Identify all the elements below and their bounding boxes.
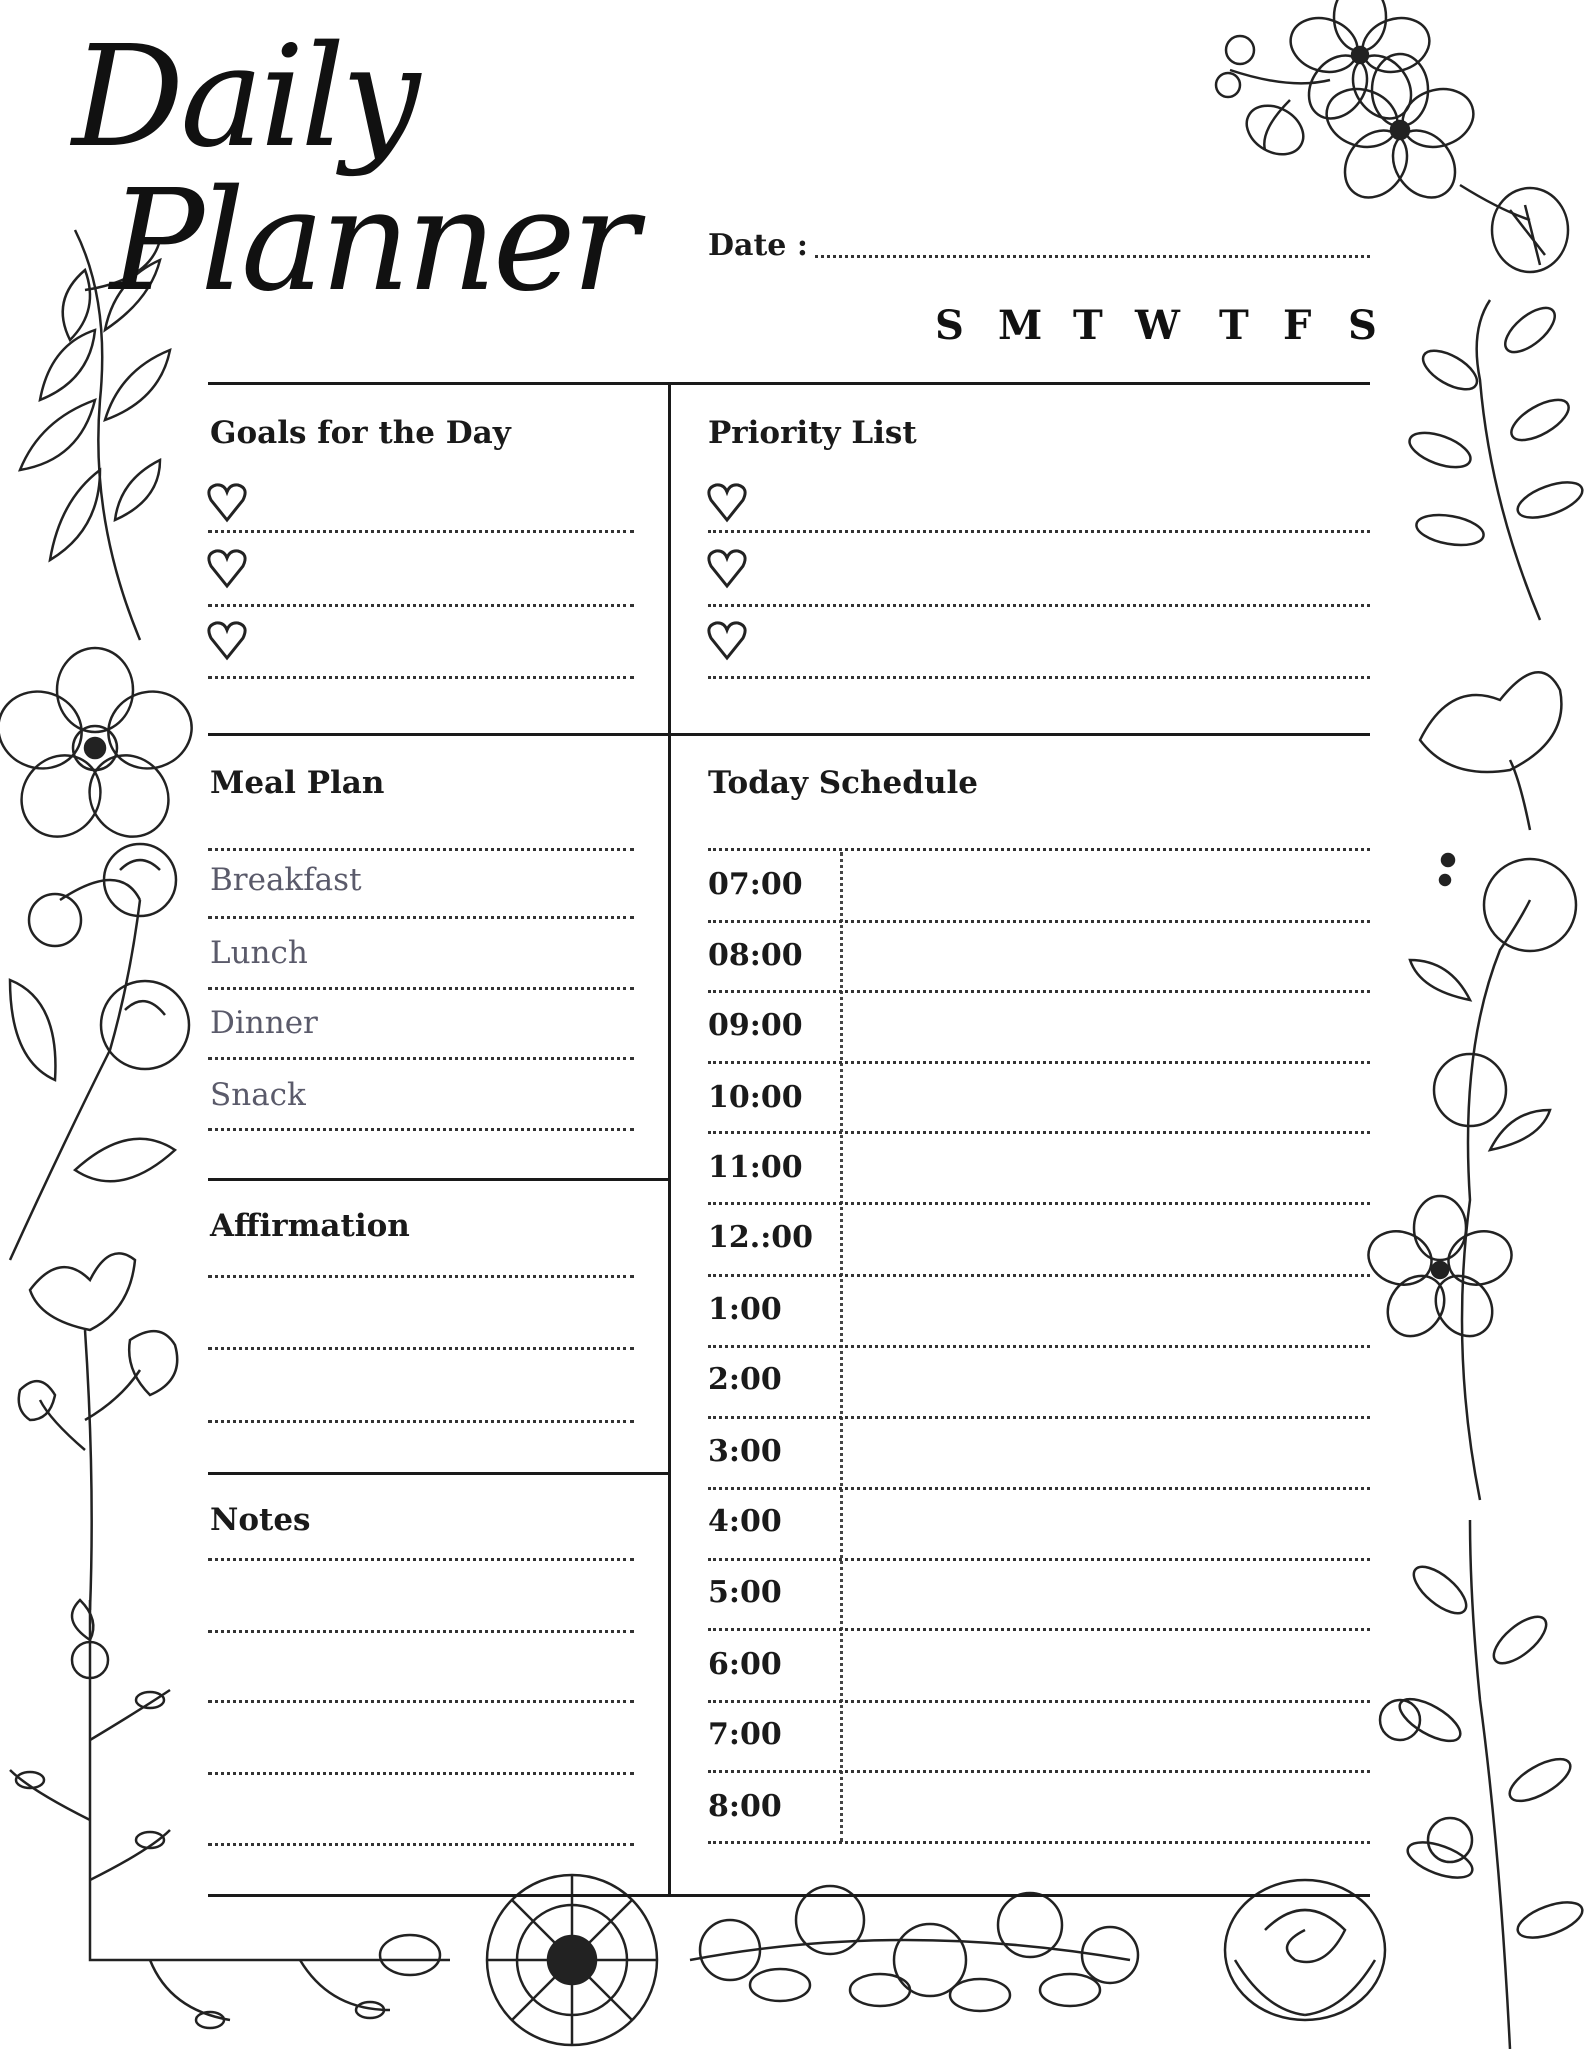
notes-line[interactable] xyxy=(208,1700,634,1703)
time-slot: 08:00 xyxy=(708,938,803,973)
top-rule xyxy=(208,382,1370,385)
weekday-mon[interactable]: M xyxy=(998,302,1043,349)
affirmation-rule xyxy=(208,1178,670,1181)
heart-icon[interactable] xyxy=(205,618,249,662)
left-poppies-icon xyxy=(19,1253,177,1610)
date-field[interactable] xyxy=(815,255,1370,258)
heart-icon[interactable] xyxy=(205,546,249,590)
left-roses-icon xyxy=(10,844,189,1260)
time-slot: 3:00 xyxy=(708,1434,782,1469)
bottom-rose-icon xyxy=(1225,1880,1385,2020)
weekday-tue[interactable]: T xyxy=(1073,302,1103,349)
time-slot: 7:00 xyxy=(708,1717,782,1752)
meal-line[interactable] xyxy=(208,987,634,990)
priority-line[interactable] xyxy=(708,604,1370,607)
meal-lunch: Lunch xyxy=(210,935,308,971)
heart-icon[interactable] xyxy=(705,546,749,590)
meal-plan-title: Meal Plan xyxy=(210,765,385,801)
affirmation-line[interactable] xyxy=(208,1275,634,1278)
right-tulip-icon xyxy=(1420,672,1561,830)
bottom-daisy-icon xyxy=(487,1875,657,2045)
schedule-line[interactable] xyxy=(708,1416,1370,1419)
date-label: Date : xyxy=(708,228,808,263)
affirmation-line[interactable] xyxy=(208,1347,634,1350)
meal-dinner: Dinner xyxy=(210,1005,318,1041)
weekday-sun[interactable]: S xyxy=(935,302,964,349)
title-planner: Planner xyxy=(110,160,635,323)
weekday-fri[interactable]: F xyxy=(1283,302,1312,349)
bottom-garland-icon xyxy=(690,1886,1138,2011)
priority-line[interactable] xyxy=(708,676,1370,679)
time-slot: 12.:00 xyxy=(708,1220,814,1255)
top-right-flowers-icon xyxy=(1216,0,1568,272)
time-slot: 07:00 xyxy=(708,867,803,902)
priority-title: Priority List xyxy=(708,415,917,451)
time-slot: 09:00 xyxy=(708,1008,803,1043)
meal-snack: Snack xyxy=(210,1077,306,1113)
schedule-line[interactable] xyxy=(708,1487,1370,1490)
title-daily: Daily xyxy=(72,16,417,179)
heart-icon[interactable] xyxy=(205,480,249,524)
meal-line[interactable] xyxy=(208,1057,634,1060)
schedule-line[interactable] xyxy=(708,1770,1370,1773)
schedule-line[interactable] xyxy=(708,1061,1370,1064)
heart-icon[interactable] xyxy=(705,618,749,662)
time-slot: 10:00 xyxy=(708,1080,803,1115)
weekday-thu[interactable]: T xyxy=(1219,302,1249,349)
time-slot: 6:00 xyxy=(708,1647,782,1682)
meal-breakfast: Breakfast xyxy=(210,862,362,898)
time-slot: 5:00 xyxy=(708,1575,782,1610)
time-slot: 4:00 xyxy=(708,1504,782,1539)
right-leaf-sprig-icon xyxy=(1405,300,1587,620)
schedule-line[interactable] xyxy=(708,1628,1370,1631)
schedule-line[interactable] xyxy=(708,990,1370,993)
time-slot: 11:00 xyxy=(708,1150,803,1185)
schedule-line[interactable] xyxy=(708,1558,1370,1561)
right-flower-column-icon xyxy=(1362,854,1576,1500)
heart-icon[interactable] xyxy=(705,480,749,524)
meal-line xyxy=(208,848,634,851)
bottom-left-branch-icon xyxy=(10,1600,450,2028)
left-anemone-icon xyxy=(0,648,202,852)
priority-line[interactable] xyxy=(708,530,1370,533)
notes-rule xyxy=(208,1472,670,1475)
goals-title: Goals for the Day xyxy=(210,415,511,451)
notes-line[interactable] xyxy=(208,1630,634,1633)
goal-line[interactable] xyxy=(208,530,634,533)
time-slot: 2:00 xyxy=(708,1362,782,1397)
goal-line[interactable] xyxy=(208,676,634,679)
center-divider xyxy=(668,382,671,1896)
schedule-line[interactable] xyxy=(708,1274,1370,1277)
schedule-top-line xyxy=(708,848,1370,851)
mid-rule xyxy=(208,733,1370,736)
schedule-line[interactable] xyxy=(708,1202,1370,1205)
weekday-sat[interactable]: S xyxy=(1348,302,1377,349)
notes-title: Notes xyxy=(210,1502,311,1538)
notes-line[interactable] xyxy=(208,1558,634,1561)
schedule-line[interactable] xyxy=(708,1345,1370,1348)
affirmation-title: Affirmation xyxy=(210,1208,410,1244)
right-branch-icon xyxy=(1380,1520,1587,2049)
notes-line[interactable] xyxy=(208,1772,634,1775)
schedule-line[interactable] xyxy=(708,920,1370,923)
schedule-line[interactable] xyxy=(708,1841,1370,1844)
schedule-title: Today Schedule xyxy=(708,765,978,801)
time-slot: 1:00 xyxy=(708,1292,782,1327)
weekday-wed[interactable]: W xyxy=(1135,302,1180,349)
notes-line[interactable] xyxy=(208,1843,634,1846)
bottom-rule xyxy=(208,1894,1370,1897)
schedule-line[interactable] xyxy=(708,1131,1370,1134)
meal-line[interactable] xyxy=(208,1128,634,1131)
goal-line[interactable] xyxy=(208,604,634,607)
schedule-line[interactable] xyxy=(708,1700,1370,1703)
affirmation-line[interactable] xyxy=(208,1420,634,1423)
time-slot: 8:00 xyxy=(708,1789,782,1824)
meal-line[interactable] xyxy=(208,916,634,919)
